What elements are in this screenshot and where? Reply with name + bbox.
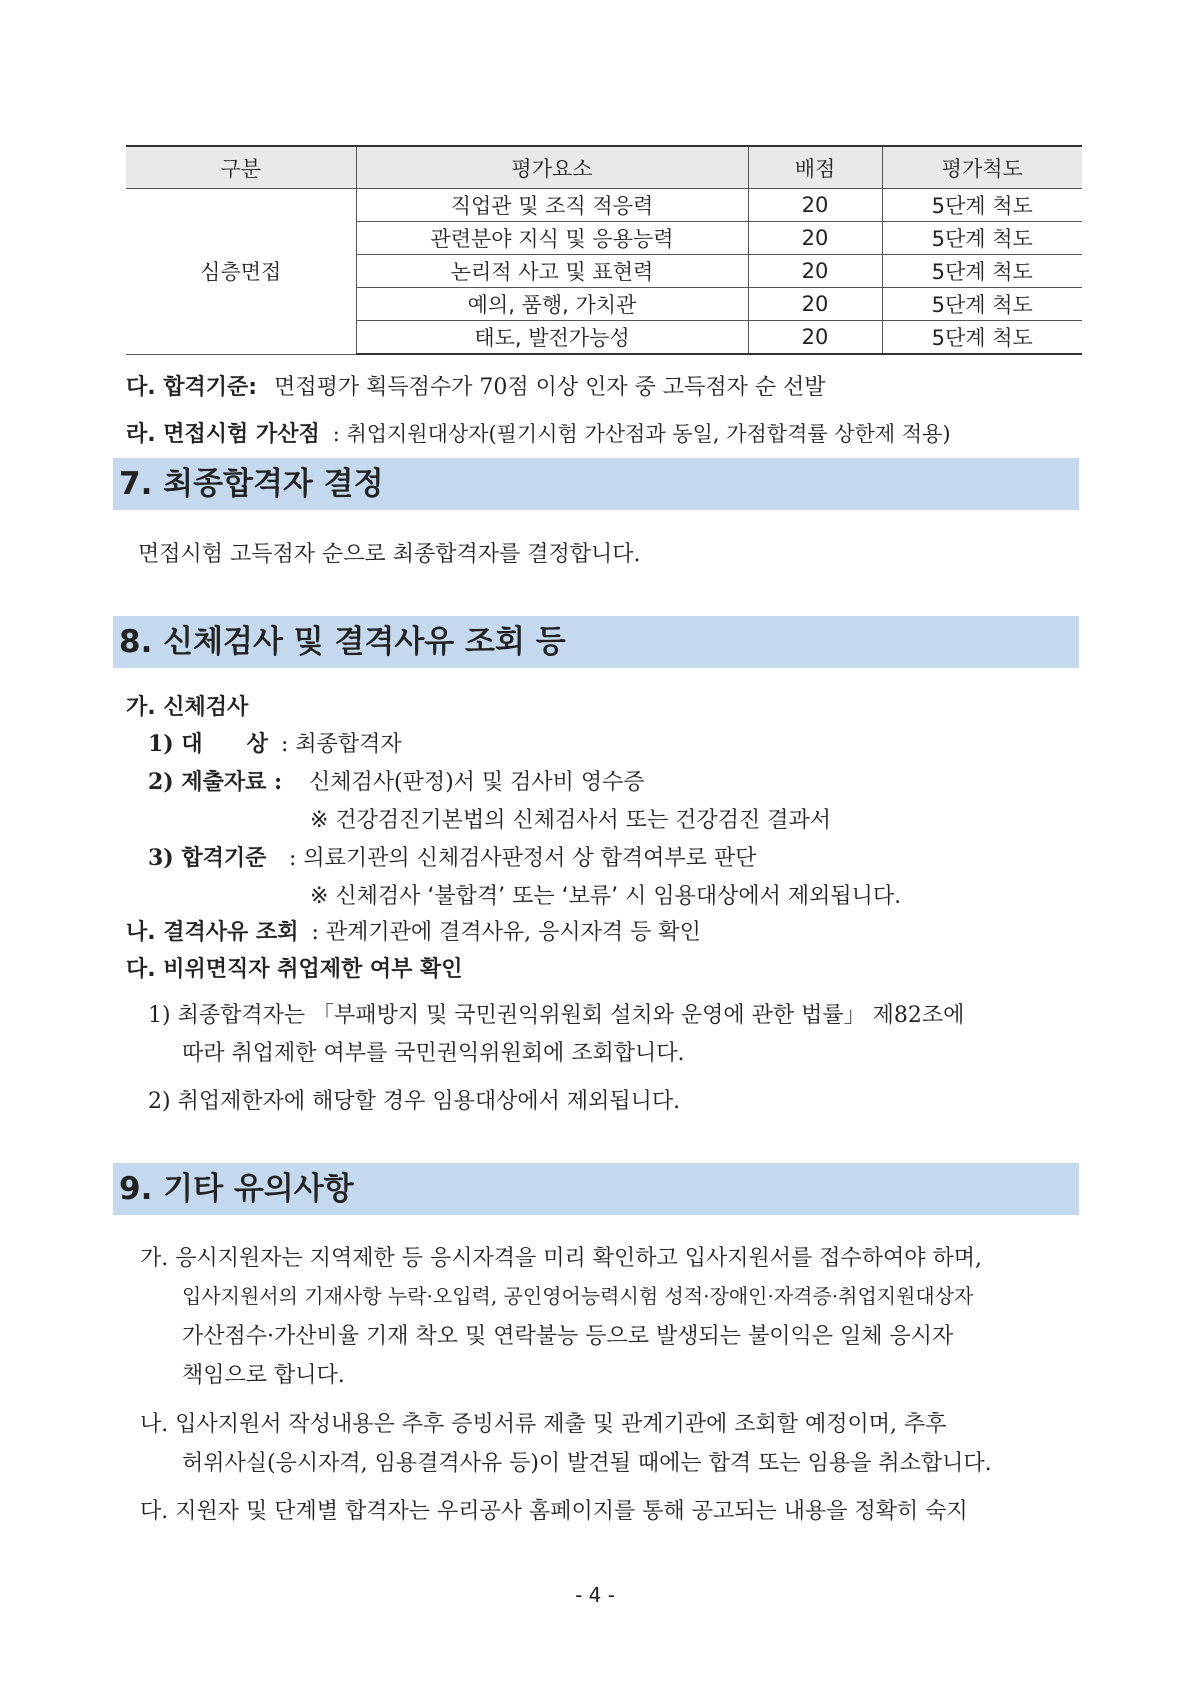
scale-cell: 5단계 척도 — [882, 288, 1082, 321]
pass-criteria-line — [126, 370, 826, 401]
scale-cell: 5단계 척도 — [882, 321, 1082, 355]
header-category: 구분 — [126, 146, 356, 189]
restriction-item-1-line-2: 따라 취업제한 여부를 국민권익위원회에 조회합니다. — [182, 1041, 685, 1066]
exam-item-1 — [148, 727, 402, 758]
note-da-line-1: 다. 지원자 및 단계별 합격자는 우리공사 홈페이지를 통해 공고되는 내용을 정확히 숙지 — [140, 1499, 968, 1524]
note-ga-line-1: 가. 응시지원자는 지역제한 등 응시자격을 미리 확인하고 입사지원서를 접수하여야 하며, — [140, 1246, 982, 1271]
scale-cell: 5단계 척도 — [882, 222, 1082, 255]
restriction-item-1-line-1: 1) 최종합격자는 「부패방지 및 국민권익위원회 설치와 운영에 관한 법률」 제82조에 — [148, 1003, 965, 1028]
employment-restriction-heading: 다. 비위면직자 취업제한 여부 확인 — [126, 957, 463, 982]
scale-cell: 5단계 척도 — [882, 255, 1082, 288]
category-cell: 심층면접 — [126, 189, 356, 355]
disqualification-check — [126, 915, 701, 946]
element-cell: 관련분야 지식 및 응용능력 — [356, 222, 748, 255]
pass-criteria-label: 다. 합격기준: — [126, 375, 258, 400]
score-cell: 20 — [748, 189, 882, 222]
disqualification-label: 나. 결격사유 조회 — [126, 920, 299, 945]
exam-item-1-text: : 최종합격자 — [281, 732, 402, 757]
exam-item-3-text: : 의료기관의 신체검사판정서 상 합격여부로 판단 — [289, 846, 757, 871]
physical-exam-heading: 가. 신체검사 — [126, 695, 249, 720]
interview-evaluation-table — [126, 145, 1082, 355]
score-cell: 20 — [748, 255, 882, 288]
note-na-line-1: 나. 입사지원서 작성내용은 추후 증빙서류 제출 및 관계기관에 조회할 예정이며, 추후 — [140, 1412, 947, 1437]
table-header-row — [126, 146, 1082, 189]
element-cell: 직업관 및 조직 적응력 — [356, 189, 748, 222]
note-na-line-2: 허위사실(응시자격, 임용결격사유 등)이 발견될 때에는 합격 또는 임용을 취소합니다. — [182, 1451, 992, 1476]
table-row — [126, 189, 1082, 222]
header-element: 평가요소 — [356, 146, 748, 189]
exam-item-2-text: 신체검사(판정)서 및 검사비 영수증 — [309, 770, 645, 795]
bonus-label: 라. 면접시험 가산점 — [126, 422, 320, 447]
exam-item-2-label: 2) 제출자료 : — [148, 769, 283, 795]
note-ga-line-3: 가산점수·가산비율 기재 착오 및 연락불능 등으로 발생되는 불이익은 일체 응시자 — [182, 1324, 954, 1349]
score-cell: 20 — [748, 288, 882, 321]
disqualification-text: : 관계기관에 결격사유, 응시자격 등 확인 — [311, 920, 701, 945]
bonus-line — [126, 417, 951, 448]
section-7-title: 7. 최종합격자 결정 — [113, 458, 1079, 510]
section-7-body: 면접시험 고득점자 순으로 최종합격자를 결정합니다. — [138, 542, 641, 567]
element-cell: 예의, 품행, 가치관 — [356, 288, 748, 321]
section-9-title: 9. 기타 유의사항 — [113, 1163, 1079, 1215]
scale-cell: 5단계 척도 — [882, 189, 1082, 222]
exam-item-3-note: ※ 신체검사 ‘불합격’ 또는 ‘보류’ 시 임용대상에서 제외됩니다. — [310, 884, 902, 909]
exam-item-2-note: ※ 건강검진기본법의 신체검사서 또는 건강검진 결과서 — [310, 808, 831, 833]
page-number: - 4 - — [575, 1583, 615, 1607]
restriction-item-2: 2) 취업제한자에 해당할 경우 임용대상에서 제외됩니다. — [148, 1089, 681, 1114]
section-8-title: 8. 신체검사 및 결격사유 조회 등 — [113, 616, 1079, 668]
exam-item-2 — [148, 765, 645, 796]
exam-item-3 — [148, 841, 756, 872]
exam-item-3-label: 3) 합격기준 — [148, 845, 267, 871]
header-scale: 평가척도 — [882, 146, 1082, 189]
bonus-text: : 취업지원대상자(필기시험 가산점과 동일, 가점합격률 상한제 적용) — [332, 422, 951, 446]
pass-criteria-text: 면접평가 획득점수가 70점 이상 인자 중 고득점자 순 선발 — [274, 375, 826, 400]
element-cell: 논리적 사고 및 표현력 — [356, 255, 748, 288]
exam-item-1-label: 1) 대 상 — [148, 731, 268, 757]
score-cell: 20 — [748, 321, 882, 355]
score-cell: 20 — [748, 222, 882, 255]
note-ga-line-4: 책임으로 합니다. — [182, 1363, 345, 1388]
element-cell: 태도, 발전가능성 — [356, 321, 748, 355]
header-score: 배점 — [748, 146, 882, 189]
note-ga-line-2: 입사지원서의 기재사항 누락·오입력, 공인영어능력시험 성적·장애인·자격증·취업지원대상자 — [182, 1284, 974, 1308]
